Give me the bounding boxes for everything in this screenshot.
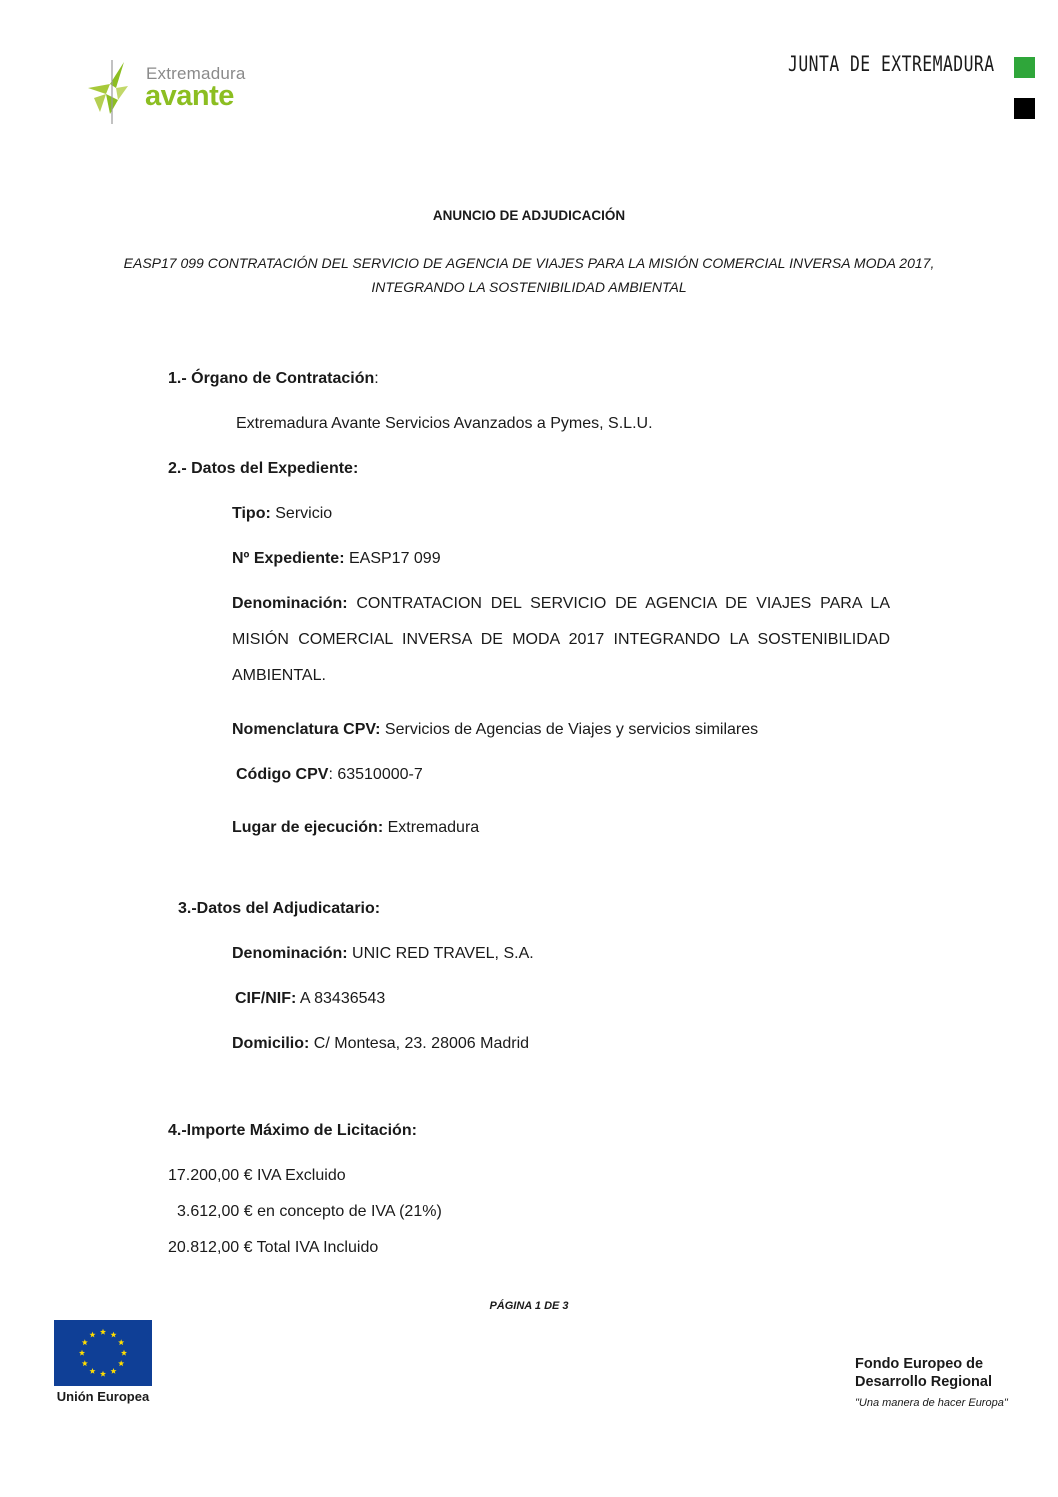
domicilio-value: C/ Montesa, 23. 28006 Madrid [309,1035,530,1052]
denominacion-line-1 [232,594,890,614]
cpv-label: Nomenclatura CPV: [232,721,381,738]
section-1-heading-text: 1.- Órgano de Contratación [168,370,375,387]
cpv-row [232,720,758,740]
cif-value: A 83436543 [296,990,386,1007]
eu-star-icon [100,1371,106,1377]
tipo-value: Servicio [270,505,333,522]
eu-star-icon [89,1368,95,1374]
logo-text-extremadura: Extremadura [146,64,246,83]
eu-star-icon [110,1332,116,1338]
codigo-cpv-row [236,765,423,785]
eu-star-icon [121,1350,127,1356]
eu-star-icon [118,1339,124,1345]
eu-star-icon [110,1368,116,1374]
section-4-heading: 4.-Importe Máximo de Licitación: [168,1122,417,1139]
eu-flag-icon [54,1320,152,1386]
denominacion-label: Denominación: [232,595,348,612]
subtitle-line-1: EASP17 099 CONTRATACIÓN DEL SERVICIO DE AGENCIA DE VIAJES PARA LA MISIÓN COMERCIAL INVERSA MODA 2017, [123,255,935,271]
eu-star-icon [118,1360,124,1366]
eu-star-icon [82,1360,88,1366]
importe-line-3: 20.812,00 € Total IVA Incluido [168,1239,379,1256]
expediente-label: Nº Expediente: [232,550,345,567]
green-square-icon [1014,57,1035,78]
denominacion-line-3: AMBIENTAL. [232,667,326,684]
subtitle-line-2: INTEGRANDO LA SOSTENIBILIDAD AMBIENTAL [371,279,687,295]
codigo-cpv-label: Código CPV [236,766,329,783]
eu-stars-icon [54,1320,152,1386]
black-square-icon [1014,98,1035,119]
importe-line-2: 3.612,00 € en concepto de IVA (21%) [177,1203,442,1220]
avante-star-icon [84,58,142,126]
adjudicatario-denominacion-row [232,944,534,964]
feder-line-1: Fondo Europeo de [855,1356,984,1372]
eu-star-icon [82,1339,88,1345]
organo-value: Extremadura Avante Servicios Avanzados a Pymes, S.L.U. [236,415,653,432]
tipo-row [232,504,332,524]
tipo-label: Tipo: [232,505,271,522]
extremadura-avante-logo [84,56,254,126]
domicilio-label: Domicilio: [232,1035,310,1052]
section-3-heading: 3.-Datos del Adjudicatario: [178,900,381,917]
expediente-row [232,549,441,569]
section-2-heading: 2.- Datos del Expediente: [168,460,359,477]
eu-star-icon [89,1332,95,1338]
section-1-heading-colon: : [374,370,379,387]
codigo-cpv-value: : 63510000-7 [328,766,423,783]
feder-slogan: "Una manera de hacer Europa" [855,1397,1008,1409]
lugar-label: Lugar de ejecución: [232,819,384,836]
logo-text-avante: avante [145,80,234,112]
document-subtitle [0,251,1058,299]
eu-label: Unión Europea [56,1389,150,1404]
page-number: PÁGINA 1 DE 3 [489,1300,569,1312]
eu-star-icon [100,1329,106,1335]
expediente-value: EASP17 099 [344,550,441,567]
section-1-heading [168,369,379,389]
junta-extremadura-logo: JUNTA DE EXTREMADURA [788,52,995,76]
cif-row [235,989,385,1009]
cif-label: CIF/NIF: [235,990,297,1007]
lugar-value: Extremadura [383,819,480,836]
eu-star-icon [79,1350,85,1356]
domicilio-row [232,1034,529,1054]
denominacion-line-2: MISIÓN COMERCIAL INVERSA DE MODA 2017 INTEGRANDO LA SOSTENIBILIDAD [232,631,890,648]
lugar-row [232,818,479,838]
adjudicatario-denominacion-label: Denominación: [232,945,348,962]
importe-line-1: 17.200,00 € IVA Excluido [168,1167,346,1184]
cpv-value: Servicios de Agencias de Viajes y servicios similares [380,721,759,738]
denominacion-text-1: CONTRATACION DEL SERVICIO DE AGENCIA DE VIAJES PARA LA [347,595,890,612]
feder-line-2: Desarrollo Regional [855,1374,992,1390]
document-title: ANUNCIO DE ADJUDICACIÓN [432,208,626,223]
adjudicatario-denominacion-value: UNIC RED TRAVEL, S.A. [347,945,534,962]
